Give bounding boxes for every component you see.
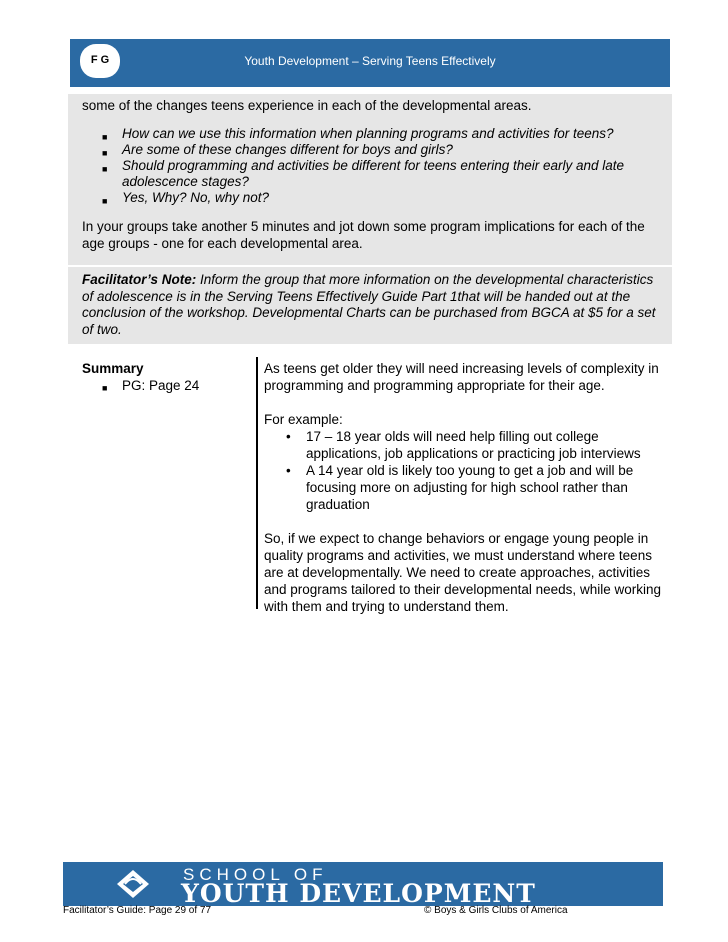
footer-page-info: Facilitator’s Guide: Page 29 of 77 — [63, 905, 212, 916]
facilitator-note — [82, 272, 667, 338]
square-bullet-icon: ■ — [102, 132, 108, 142]
example-item: • A 14 year old is likely too young to get a job and will be focusing more on adjusting for high school rather than graduation — [286, 463, 634, 512]
question-item: ■ How can we use this information when planning programs and activities for teens? — [122, 126, 667, 142]
activity-section — [68, 94, 672, 344]
summary-column — [82, 360, 252, 394]
dot-bullet-icon: • — [286, 429, 291, 444]
header-title: Youth Development – Serving Teens Effectively — [244, 54, 496, 68]
question-item: ■ Yes, Why? No, why not? — [122, 190, 667, 206]
question-item: ■ Are some of these changes different for boys and girls? — [122, 142, 667, 158]
header-bar — [70, 39, 670, 87]
intro-text: some of the changes teens experience in each of the developmental areas. — [82, 98, 532, 113]
groups-instruction: In your groups take another 5 minutes and jot down some program implications for each of the age groups - one for each developmental area. — [82, 219, 645, 251]
square-bullet-icon: ■ — [102, 196, 108, 206]
example-intro: For example: — [264, 412, 343, 427]
section-divider — [68, 265, 672, 267]
facilitator-note-label: Facilitator’s Note: — [82, 272, 197, 287]
conclusion-paragraph: So, if we expect to change behaviors or engage young people in quality programs and activities, we must understand where teens are at developmentally. We need to create approaches, activities and programs tailored to their developmental needs, while working with them and trying to understand them. — [264, 531, 661, 614]
column-divider — [256, 357, 258, 609]
square-bullet-icon: ■ — [102, 148, 108, 158]
dot-bullet-icon: • — [286, 463, 291, 478]
example-item: • 17 – 18 year olds will need help filling out college applications, job applications or practicing job interviews — [286, 429, 641, 461]
summary-item: ■ PG: Page 24 — [82, 377, 252, 394]
footer-banner — [63, 862, 663, 906]
bgca-logo-icon — [115, 868, 151, 900]
facilitator-note-text: Inform the group that more information on the developmental characteristics of adolescence is in the Serving Teens Effectively Guide Part 1that will be handed out at the conclusion of the workshop. Developmental Charts can be purchased from BGCA at $5 for a set of two. — [82, 272, 656, 337]
question-item: ■ Should programming and activities be different for teens entering their early and late adolescence stages? — [102, 158, 625, 189]
question-list — [82, 126, 667, 206]
square-bullet-icon: ■ — [102, 383, 108, 393]
banner-youth-development: YOUTH DEVELOPMENT — [181, 879, 536, 908]
fg-badge: F G — [80, 44, 120, 78]
intro-paragraph: As teens get older they will need increasing levels of complexity in programming and programming appropriate for their age. — [264, 361, 659, 393]
square-bullet-icon: ■ — [102, 164, 108, 174]
example-list — [264, 428, 674, 513]
footer-copyright: © Boys & Girls Clubs of America — [424, 905, 568, 916]
summary-title: Summary — [82, 361, 144, 376]
banner-school-of: SCHOOL OF — [183, 865, 328, 884]
content-column — [264, 360, 674, 615]
